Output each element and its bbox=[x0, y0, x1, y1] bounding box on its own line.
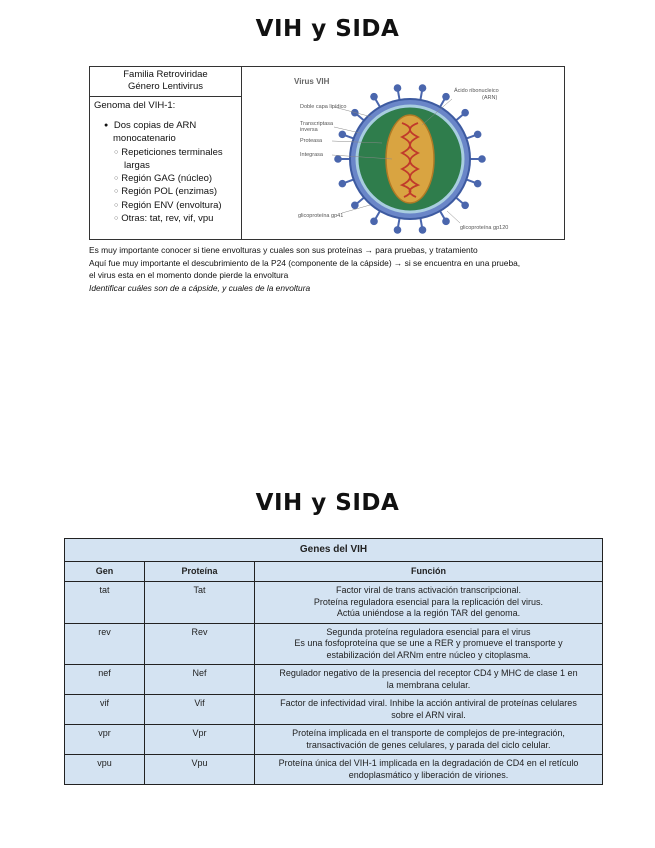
protein-cell: Nef bbox=[145, 665, 255, 695]
spike-head bbox=[351, 201, 359, 209]
genome-main-item: ● Dos copias de ARN monocatenario ○ Repeticiones terminales largas ○ Región GAG (núcleo) ○ Región POL (enzimas) ○ Región ENV (envoltura) ○ Otras: tat, rev, vif, vpu bbox=[104, 120, 237, 226]
function-line: Actúa uniéndose a la región TAR del genoma. bbox=[336, 608, 521, 618]
function-line: transactivación de genes celulares, y parada del ciclo celular. bbox=[306, 739, 551, 750]
notes bbox=[89, 244, 569, 294]
genome-sub-list bbox=[114, 147, 237, 226]
spike-head bbox=[474, 131, 482, 139]
family-label: Familia Retroviridae bbox=[123, 69, 208, 80]
genome-sub-item: ○ Región POL (enzimas) bbox=[114, 186, 237, 199]
spike-head bbox=[394, 226, 402, 234]
note-line: Es muy importante conocer si tiene envolturas y cuales son sus proteínas → para pruebas, y tratamiento bbox=[89, 245, 478, 255]
genome-list bbox=[94, 120, 237, 226]
genus-label: Género Lentivirus bbox=[128, 81, 203, 92]
section-title: VIH y SIDA bbox=[255, 490, 400, 516]
function-line: Factor de infectividad viral. Inhibe la acción antiviral de proteínas celulares bbox=[280, 698, 577, 708]
spike-head bbox=[478, 155, 486, 163]
function-cell bbox=[255, 755, 603, 785]
function-line: estabilización del ARNm entre núcleo y citoplasma. bbox=[326, 649, 531, 660]
genome-title: Genoma del VIH-1: bbox=[94, 100, 176, 111]
hiv-info-box bbox=[89, 66, 565, 240]
hiv-virus-diagram bbox=[242, 67, 564, 239]
table-row bbox=[65, 695, 603, 725]
label-rna: Ácido ribonucleico bbox=[454, 88, 499, 94]
label-rt-2: inversa bbox=[300, 127, 318, 133]
taxonomy-header bbox=[90, 67, 241, 97]
label-integrase: Integrasa bbox=[300, 152, 323, 158]
label-rt: Transcriptasa bbox=[300, 121, 334, 127]
table-row bbox=[65, 665, 603, 695]
function-line: Factor viral de trans activación transcripcional. bbox=[335, 585, 522, 595]
note-line: el virus esta en el momento donde pierde la envoltura bbox=[89, 270, 289, 280]
function-cell bbox=[255, 623, 603, 665]
virus-figure-title: Virus VIH bbox=[294, 77, 330, 86]
table-row bbox=[65, 725, 603, 755]
table-caption: Genes del VIH bbox=[65, 539, 603, 562]
function-line: la membrana celular. bbox=[386, 679, 471, 690]
protein-cell: Vpr bbox=[145, 725, 255, 755]
function-line: Regulador negativo de la presencia del receptor CD4 y MHC de clase 1 en bbox=[279, 668, 578, 678]
table-row bbox=[65, 623, 603, 665]
gene-cell: vpr bbox=[65, 725, 145, 755]
protein-cell: Vpu bbox=[145, 755, 255, 785]
spike-head bbox=[442, 93, 450, 101]
virus-figure bbox=[242, 67, 564, 239]
label-lipid: Doble capa lipídico bbox=[300, 104, 347, 110]
note-line: Aquí fue muy importante el descubrimiento de la P24 (componente de la cápside) → si se encuentra en una prueba, bbox=[89, 257, 521, 268]
function-line: Segunda proteína reguladora esencial para el virus bbox=[326, 626, 531, 637]
note-line: Identificar cuáles son de a cápside, y cuales de la envoltura bbox=[89, 282, 311, 293]
spike-head bbox=[394, 84, 402, 92]
spike-head bbox=[461, 109, 469, 117]
spike-head bbox=[442, 218, 450, 226]
genome-sub-item: ○ Región GAG (núcleo) bbox=[114, 173, 237, 186]
page-title: VIH y SIDA bbox=[255, 16, 400, 42]
function-line: Proteína implicada en el transporte de complejos de pre-integración, bbox=[292, 728, 565, 738]
genome-sub-item: ○ Repeticiones terminales largas bbox=[114, 147, 237, 172]
function-cell bbox=[255, 725, 603, 755]
table-row bbox=[65, 755, 603, 785]
function-line: Proteína reguladora esencial para la replicación del virus. bbox=[313, 596, 544, 607]
function-cell bbox=[255, 665, 603, 695]
spike-head bbox=[474, 180, 482, 188]
label-protease: Proteasa bbox=[300, 138, 323, 144]
spike-head bbox=[339, 180, 347, 188]
function-line: endoplasmático y liberación de viriones. bbox=[348, 769, 509, 780]
gene-cell: nef bbox=[65, 665, 145, 695]
header-proteina: Proteína bbox=[145, 561, 255, 582]
spike-head bbox=[419, 84, 427, 92]
label-gp120: glicoproteína gp120 bbox=[460, 225, 509, 231]
gene-cell: rev bbox=[65, 623, 145, 665]
spike-head bbox=[419, 226, 427, 234]
protein-cell: Vif bbox=[145, 695, 255, 725]
classification-panel bbox=[90, 67, 242, 239]
protein-cell: Rev bbox=[145, 623, 255, 665]
label-gp41: glicoproteína gp41 bbox=[298, 213, 344, 219]
gene-cell: vif bbox=[65, 695, 145, 725]
gene-cell: tat bbox=[65, 582, 145, 624]
spike-head bbox=[461, 201, 469, 209]
label-rna-2: (ARN) bbox=[482, 95, 498, 101]
function-line: Proteína única del VIH-1 implicada en la degradación de CD4 en el retículo bbox=[278, 758, 579, 768]
spike-head bbox=[334, 155, 342, 163]
function-line: Es una fosfoproteína que se une a RER y promueve el transporte y bbox=[294, 638, 563, 648]
genome-sub-item: ○ Región ENV (envoltura) bbox=[114, 200, 237, 213]
spike-head bbox=[339, 131, 347, 139]
protein-cell: Tat bbox=[145, 582, 255, 624]
table-row bbox=[65, 582, 603, 624]
spike-head bbox=[370, 93, 378, 101]
function-cell bbox=[255, 695, 603, 725]
function-line: sobre el ARN viral. bbox=[391, 709, 466, 720]
genes-table bbox=[64, 538, 603, 785]
header-funcion: Función bbox=[255, 561, 603, 582]
spike-head bbox=[370, 218, 378, 226]
genome-sub-item: ○ Otras: tat, rev, vif, vpu bbox=[114, 213, 237, 226]
gene-cell: vpu bbox=[65, 755, 145, 785]
genome-section bbox=[90, 97, 241, 230]
header-gen: Gen bbox=[65, 561, 145, 582]
function-cell bbox=[255, 582, 603, 624]
